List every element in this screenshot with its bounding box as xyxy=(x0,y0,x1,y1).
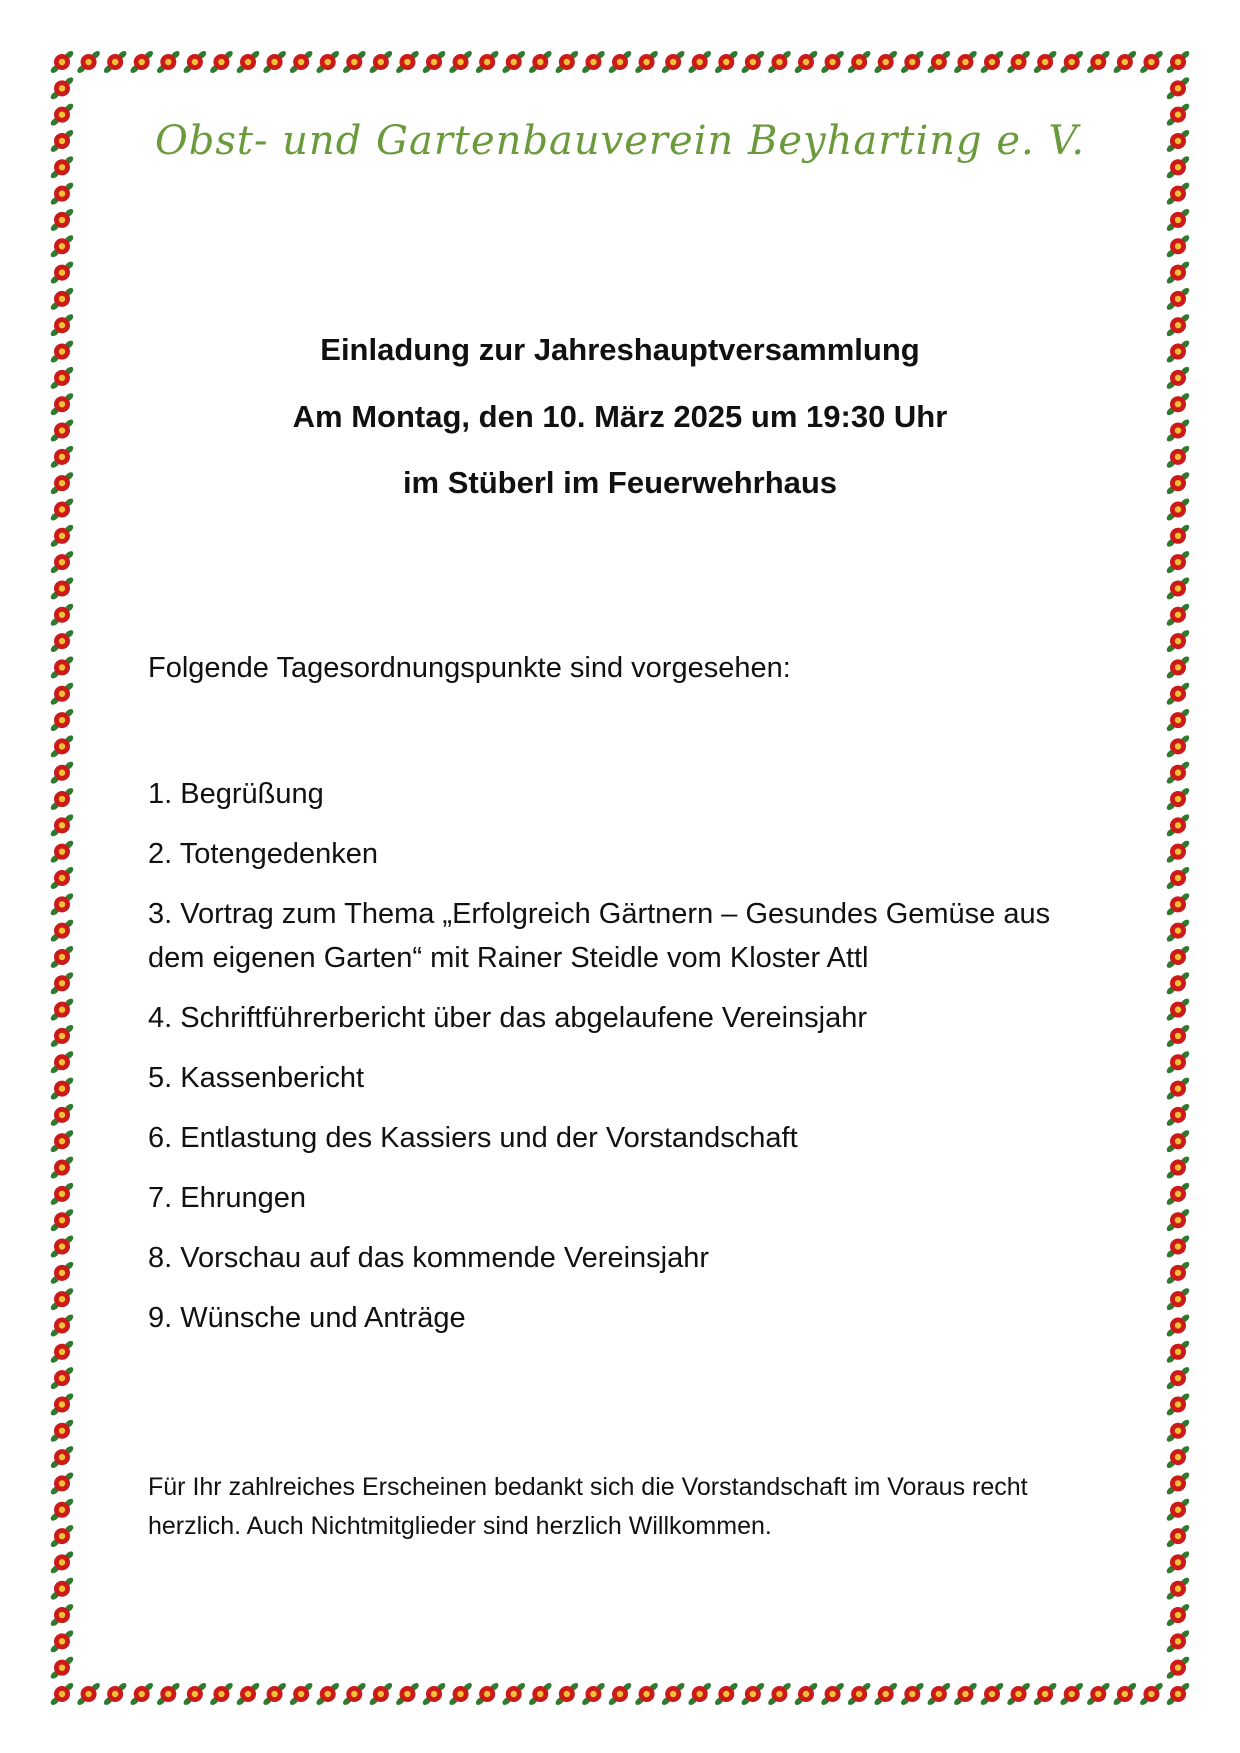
flower-icon xyxy=(1059,1681,1085,1706)
flower-icon xyxy=(1165,576,1191,601)
agenda-item: 5. Kassenbericht xyxy=(148,1062,365,1094)
flower-icon xyxy=(501,49,527,74)
flower-icon xyxy=(1165,734,1191,759)
flower-icon xyxy=(315,49,341,74)
flower-icon xyxy=(528,1681,554,1706)
flower-icon xyxy=(129,1681,155,1706)
flower-icon xyxy=(49,181,75,206)
flower-icon xyxy=(474,1681,500,1706)
flower-icon xyxy=(49,944,75,969)
flower-icon xyxy=(1165,1155,1191,1180)
flower-icon xyxy=(102,1681,128,1706)
flower-icon xyxy=(76,49,102,74)
agenda-item: 8. Vorschau auf das kommende Vereinsjahr xyxy=(148,1242,709,1274)
flower-icon xyxy=(49,260,75,285)
flower-icon xyxy=(1165,1524,1191,1549)
flower-icon xyxy=(49,1287,75,1312)
flower-icon xyxy=(49,760,75,785)
agenda-item: 2. Totengedenken xyxy=(148,838,379,870)
flower-icon xyxy=(49,523,75,548)
flower-icon xyxy=(1165,602,1191,627)
flower-icon xyxy=(953,1681,979,1706)
flower-icon xyxy=(1165,550,1191,575)
flower-icon xyxy=(49,207,75,232)
flower-icon xyxy=(1165,1260,1191,1285)
flower-icon xyxy=(342,49,368,74)
agenda-item: 1. Begrüßung xyxy=(148,778,324,810)
flower-icon xyxy=(368,1681,394,1706)
flower-icon xyxy=(714,1681,740,1706)
flower-icon xyxy=(474,49,500,74)
flower-icon xyxy=(421,49,447,74)
flower-icon xyxy=(49,1418,75,1443)
flower-icon xyxy=(1086,49,1112,74)
flower-icon xyxy=(49,813,75,838)
flower-icon xyxy=(49,918,75,943)
flower-icon xyxy=(209,49,235,74)
flower-icon xyxy=(1059,49,1085,74)
flower-icon xyxy=(49,629,75,654)
flower-icon xyxy=(581,1681,607,1706)
flower-icon xyxy=(156,49,182,74)
flower-icon xyxy=(49,1023,75,1048)
flower-icon xyxy=(1165,681,1191,706)
flower-icon xyxy=(49,1366,75,1391)
flower-icon xyxy=(1165,997,1191,1022)
meeting-date: Am Montag, den 10. März 2025 um 19:30 Uhr xyxy=(292,399,948,434)
flower-icon xyxy=(1165,655,1191,680)
invitation-title: Einladung zur Jahreshauptversammlung xyxy=(320,332,920,367)
flower-icon xyxy=(873,49,899,74)
flower-icon xyxy=(607,1681,633,1706)
flower-icon xyxy=(1165,1287,1191,1312)
flower-icon xyxy=(1165,760,1191,785)
flower-icon xyxy=(49,234,75,259)
flower-icon xyxy=(49,76,75,101)
flower-icon xyxy=(501,1681,527,1706)
flower-icon xyxy=(846,49,872,74)
flower-icon xyxy=(793,1681,819,1706)
flower-icon xyxy=(102,49,128,74)
flower-icon xyxy=(49,1524,75,1549)
agenda-item: 3. Vortrag zum Thema „Erfolgreich Gärtnern – Gesundes Gemüse aus dem eigenen Garten“ mit Rainer Steidle vom Kloster Attl xyxy=(148,898,1051,974)
flower-icon xyxy=(49,1339,75,1364)
flower-icon xyxy=(1139,1681,1165,1706)
flower-icon xyxy=(1165,1497,1191,1522)
flower-icon xyxy=(49,1181,75,1206)
flower-icon xyxy=(740,1681,766,1706)
flower-icon xyxy=(1165,181,1191,206)
flower-icon xyxy=(49,1392,75,1417)
agenda-item: 4. Schriftführerbericht über das abgelaufene Vereinsjahr xyxy=(148,1002,867,1034)
flower-icon xyxy=(1165,1681,1191,1706)
flower-icon xyxy=(1165,1629,1191,1654)
flower-icon xyxy=(49,1655,75,1680)
flower-icon xyxy=(368,49,394,74)
flower-icon xyxy=(1165,234,1191,259)
flower-icon xyxy=(49,997,75,1022)
flower-icon xyxy=(395,1681,421,1706)
flower-icon xyxy=(49,865,75,890)
flower-icon xyxy=(342,1681,368,1706)
flower-icon xyxy=(634,49,660,74)
flower-icon xyxy=(687,49,713,74)
flower-icon xyxy=(1165,708,1191,733)
flower-icon xyxy=(421,1681,447,1706)
flower-icon xyxy=(1165,1339,1191,1364)
flower-icon xyxy=(1165,1208,1191,1233)
flower-icon xyxy=(1165,1655,1191,1680)
flower-icon xyxy=(1032,1681,1058,1706)
flower-icon xyxy=(49,892,75,917)
flower-icon xyxy=(1165,1550,1191,1575)
flower-icon xyxy=(49,1497,75,1522)
flower-icon xyxy=(49,681,75,706)
closing-text: Für Ihr zahlreiches Erscheinen bedankt sich die Vorstandschaft im Voraus recht herzlich. Auch Nichtmitglieder sind herzlich Willkommen. xyxy=(148,1473,1028,1540)
flower-icon xyxy=(49,1076,75,1101)
flower-icon xyxy=(49,1050,75,1075)
flower-icon xyxy=(1165,1234,1191,1259)
flower-icon xyxy=(49,734,75,759)
flower-icon xyxy=(687,1681,713,1706)
flower-icon xyxy=(660,49,686,74)
flower-icon xyxy=(448,1681,474,1706)
flower-icon xyxy=(528,49,554,74)
flower-icon xyxy=(767,49,793,74)
flower-icon xyxy=(1165,1603,1191,1628)
flower-icon xyxy=(1165,1076,1191,1101)
flower-icon xyxy=(873,1681,899,1706)
flower-icon xyxy=(49,787,75,812)
flower-icon xyxy=(129,49,155,74)
flower-icon xyxy=(1165,892,1191,917)
flower-icon xyxy=(49,1681,75,1706)
flower-icon xyxy=(1165,629,1191,654)
flower-icon xyxy=(1165,813,1191,838)
flower-icon xyxy=(49,1155,75,1180)
flower-icon xyxy=(1165,1129,1191,1154)
flower-icon xyxy=(1165,1392,1191,1417)
flower-icon xyxy=(634,1681,660,1706)
flower-icon xyxy=(979,1681,1005,1706)
flower-icon xyxy=(235,49,261,74)
agenda-item: 7. Ehrungen xyxy=(148,1182,307,1214)
agenda-item: 9. Wünsche und Anträge xyxy=(148,1302,466,1334)
flower-icon xyxy=(1165,1102,1191,1127)
flower-icon xyxy=(49,1129,75,1154)
flower-icon xyxy=(1032,49,1058,74)
flower-icon xyxy=(767,1681,793,1706)
flower-icon xyxy=(448,49,474,74)
flower-icon xyxy=(262,49,288,74)
flower-icon xyxy=(926,49,952,74)
flower-icon xyxy=(49,550,75,575)
flower-icon xyxy=(49,971,75,996)
flower-icon xyxy=(554,49,580,74)
flower-icon xyxy=(1165,918,1191,943)
flower-icon xyxy=(1165,971,1191,996)
flower-icon xyxy=(1165,286,1191,311)
flower-icon xyxy=(1165,1366,1191,1391)
flower-icon xyxy=(1165,1445,1191,1470)
flower-icon xyxy=(1165,865,1191,890)
flower-icon xyxy=(49,1471,75,1496)
flower-icon xyxy=(740,49,766,74)
agenda-intro: Folgende Tagesordnungspunkte sind vorgesehen: xyxy=(148,652,791,684)
flower-icon xyxy=(49,1603,75,1628)
flower-icon xyxy=(1165,1181,1191,1206)
flower-icon xyxy=(49,1102,75,1127)
flower-icon xyxy=(1165,1023,1191,1048)
flower-icon xyxy=(1165,365,1191,390)
flower-icon xyxy=(926,1681,952,1706)
flower-icon xyxy=(607,49,633,74)
flower-icon xyxy=(660,1681,686,1706)
flower-icon xyxy=(1112,49,1138,74)
flower-icon xyxy=(554,1681,580,1706)
flower-icon xyxy=(1165,1418,1191,1443)
flower-icon xyxy=(49,1234,75,1259)
flower-icon xyxy=(49,1629,75,1654)
flower-icon xyxy=(1165,76,1191,101)
meeting-location: im Stüberl im Feuerwehrhaus xyxy=(402,465,838,500)
flower-icon xyxy=(1165,1576,1191,1601)
flower-icon xyxy=(182,49,208,74)
flower-icon xyxy=(395,49,421,74)
flower-icon xyxy=(49,365,75,390)
flower-icon xyxy=(581,49,607,74)
flower-icon xyxy=(49,708,75,733)
flower-icon xyxy=(900,1681,926,1706)
flower-icon xyxy=(1165,1050,1191,1075)
flower-icon xyxy=(1139,49,1165,74)
flower-icon xyxy=(209,1681,235,1706)
flower-icon xyxy=(979,49,1005,74)
flower-icon xyxy=(793,49,819,74)
flower-icon xyxy=(315,1681,341,1706)
flower-icon xyxy=(953,49,979,74)
flower-icon xyxy=(900,49,926,74)
flower-icon xyxy=(846,1681,872,1706)
flower-icon xyxy=(1165,1313,1191,1338)
flower-icon xyxy=(714,49,740,74)
flower-icon xyxy=(49,1445,75,1470)
flower-icon xyxy=(49,1576,75,1601)
flower-icon xyxy=(1165,839,1191,864)
flower-icon xyxy=(1165,787,1191,812)
flower-icon xyxy=(49,839,75,864)
flower-icon xyxy=(820,1681,846,1706)
flower-icon xyxy=(820,49,846,74)
flower-icon xyxy=(49,1313,75,1338)
flower-icon xyxy=(262,1681,288,1706)
flower-icon xyxy=(1086,1681,1112,1706)
flower-icon xyxy=(49,1550,75,1575)
flower-icon xyxy=(49,1208,75,1233)
flower-icon xyxy=(156,1681,182,1706)
flower-icon xyxy=(49,602,75,627)
flower-icon xyxy=(1165,260,1191,285)
flower-icon xyxy=(1112,1681,1138,1706)
flower-icon xyxy=(288,1681,314,1706)
flower-icon xyxy=(1165,1471,1191,1496)
flower-icon xyxy=(1165,207,1191,232)
club-name-heading: Obst- und Gartenbauverein Beyharting e. V. xyxy=(154,118,1086,164)
flower-icon xyxy=(49,286,75,311)
flower-icon xyxy=(1006,49,1032,74)
flower-icon xyxy=(182,1681,208,1706)
flower-icon xyxy=(49,576,75,601)
flower-icon xyxy=(1006,1681,1032,1706)
flower-icon xyxy=(49,655,75,680)
flower-icon xyxy=(235,1681,261,1706)
flower-icon xyxy=(1165,944,1191,969)
flower-icon xyxy=(288,49,314,74)
flower-icon xyxy=(49,49,75,74)
flower-icon xyxy=(1165,49,1191,74)
agenda-list xyxy=(148,772,1108,1356)
flower-icon xyxy=(76,1681,102,1706)
agenda-item: 6. Entlastung des Kassiers und der Vorstandschaft xyxy=(148,1122,798,1154)
flower-icon xyxy=(1165,523,1191,548)
flower-icon xyxy=(49,1260,75,1285)
